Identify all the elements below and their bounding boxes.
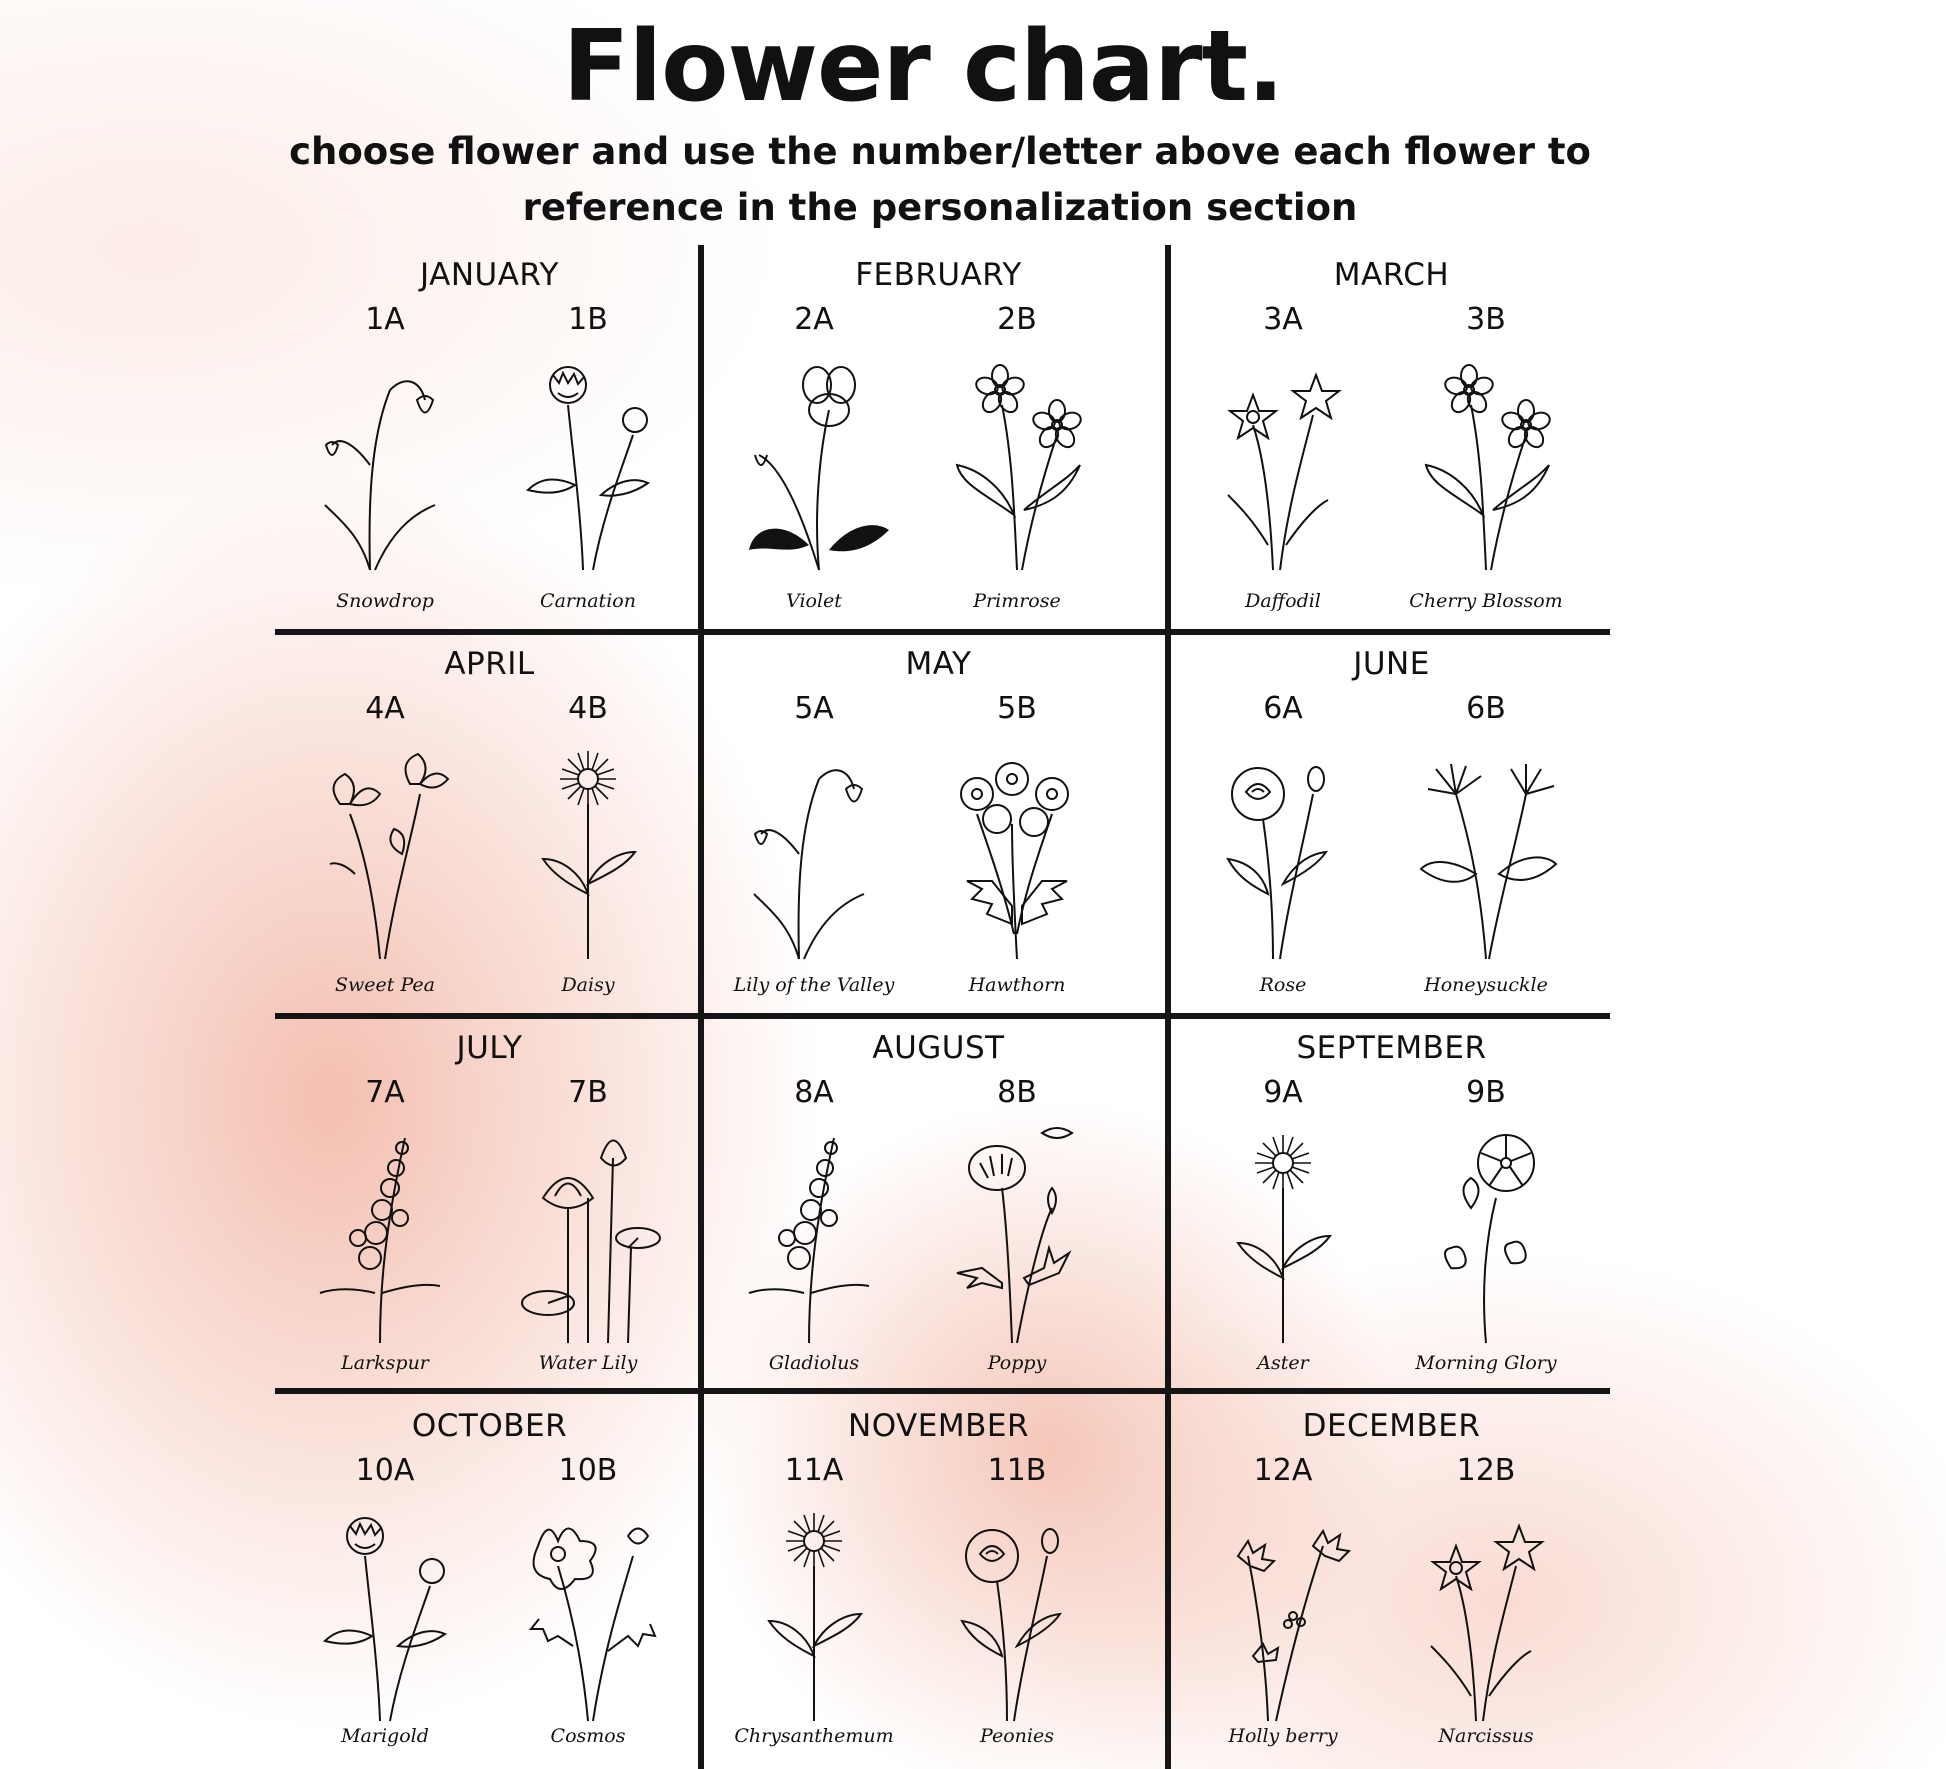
month-label: APRIL [444,646,535,682]
spike-icon [739,1118,889,1348]
month-cell [1173,245,1610,634]
flower-code: 5A [794,691,834,726]
flower-code: 3B [1466,302,1506,337]
month-cell [275,634,704,1018]
flower-name: Hawthorn [968,974,1066,996]
flower-name: Poppy [987,1352,1047,1374]
flower-name: Violet [786,590,842,612]
month-cell [275,1396,704,1769]
five-petal-icon [942,345,1092,575]
month-label: MARCH [1333,257,1450,293]
page-title: Flower chart. [562,10,1284,124]
flower-name: Lily of the Valley [733,974,895,996]
flower-name: Cosmos [550,1725,626,1747]
flower-code: 8A [794,1075,834,1110]
flower-name: Narcissus [1438,1725,1534,1747]
grid-divider-horizontal [275,1388,1610,1394]
month-label: AUGUST [872,1030,1005,1066]
month-cell [704,1018,1173,1396]
cluster-icon [942,734,1092,964]
flower-code: 11A [784,1453,844,1488]
flower-code: 12A [1253,1453,1313,1488]
poppy-icon [942,1118,1092,1348]
month-label: MAY [905,646,972,682]
flower-name: Cherry Blossom [1409,590,1563,612]
flower-name: Larkspur [341,1352,429,1374]
frilly-icon [513,345,663,575]
rose-icon [1208,734,1358,964]
month-cell [704,245,1173,634]
flower-name: Daisy [561,974,615,996]
month-label: JULY [456,1030,523,1066]
sweetpea-icon [310,734,460,964]
flower-code: 6A [1263,691,1303,726]
month-cell [275,1018,704,1396]
flower-code: 1B [568,302,608,337]
cosmos-icon [513,1496,663,1726]
grid-divider-vertical [1165,245,1171,1769]
page-subtitle: choose flower and use the number/letter above each flower to reference in the personalization section [289,130,1591,229]
month-cell [1173,1396,1610,1769]
flower-name: Marigold [341,1725,429,1747]
flower-code: 1A [365,302,405,337]
bell-icon [739,734,889,964]
holly-icon [1208,1496,1358,1726]
spike-icon [310,1118,460,1348]
grid-divider-horizontal [275,629,1610,635]
month-cell [704,1396,1173,1769]
month-cell [275,245,704,634]
flower-code: 10A [355,1453,415,1488]
month-label: DECEMBER [1302,1408,1481,1444]
five-petal-icon [1411,345,1561,575]
month-label: NOVEMBER [848,1408,1029,1444]
flower-code: 8B [997,1075,1037,1110]
spray-icon [1411,734,1561,964]
flower-code: 7A [365,1075,405,1110]
daisy-icon [513,734,663,964]
month-label: JANUARY [420,257,559,293]
flower-name: Rose [1259,974,1307,996]
grid-divider-vertical [698,245,704,1769]
month-label: OCTOBER [411,1408,568,1444]
flower-name: Daffodil [1245,590,1321,612]
pansy-icon [739,345,889,575]
flower-name: Carnation [540,590,636,612]
rose-icon [942,1496,1092,1726]
flower-code: 7B [568,1075,608,1110]
flower-grid [275,245,1610,1769]
flower-code: 5B [997,691,1037,726]
flower-name: Primrose [973,590,1061,612]
month-label: SEPTEMBER [1296,1030,1487,1066]
daisy-icon [739,1496,889,1726]
flower-name: Holly berry [1228,1725,1338,1747]
flower-code: 2A [794,302,834,337]
flower-code: 9B [1466,1075,1506,1110]
month-cell [1173,634,1610,1018]
month-cell [1173,1018,1610,1396]
flower-name: Peonies [980,1725,1054,1747]
flower-code: 4B [568,691,608,726]
flower-code: 12B [1456,1453,1516,1488]
flower-name: Morning Glory [1415,1352,1557,1374]
flower-name: Snowdrop [336,590,434,612]
flower-name: Sweet Pea [335,974,435,996]
month-cell [704,634,1173,1018]
star-icon [1411,1496,1561,1726]
flower-name: Aster [1257,1352,1309,1374]
flower-code: 2B [997,302,1037,337]
month-label: FEBRUARY [855,257,1022,293]
frilly-icon [310,1496,460,1726]
flower-code: 4A [365,691,405,726]
month-label: JUNE [1353,646,1430,682]
daisy-icon [1208,1118,1358,1348]
flower-code: 6B [1466,691,1506,726]
flower-name: Gladiolus [768,1352,860,1374]
grid-divider-horizontal [275,1013,1610,1019]
glory-icon [1411,1118,1561,1348]
flower-name: Honeysuckle [1424,974,1548,996]
lotus-icon [513,1118,663,1348]
flower-code: 10B [558,1453,618,1488]
flower-code: 9A [1263,1075,1303,1110]
star-icon [1208,345,1358,575]
flower-name: Chrysanthemum [734,1725,894,1747]
flower-name: Water Lily [538,1352,638,1374]
flower-code: 11B [987,1453,1047,1488]
bell-icon [310,345,460,575]
flower-code: 3A [1263,302,1303,337]
